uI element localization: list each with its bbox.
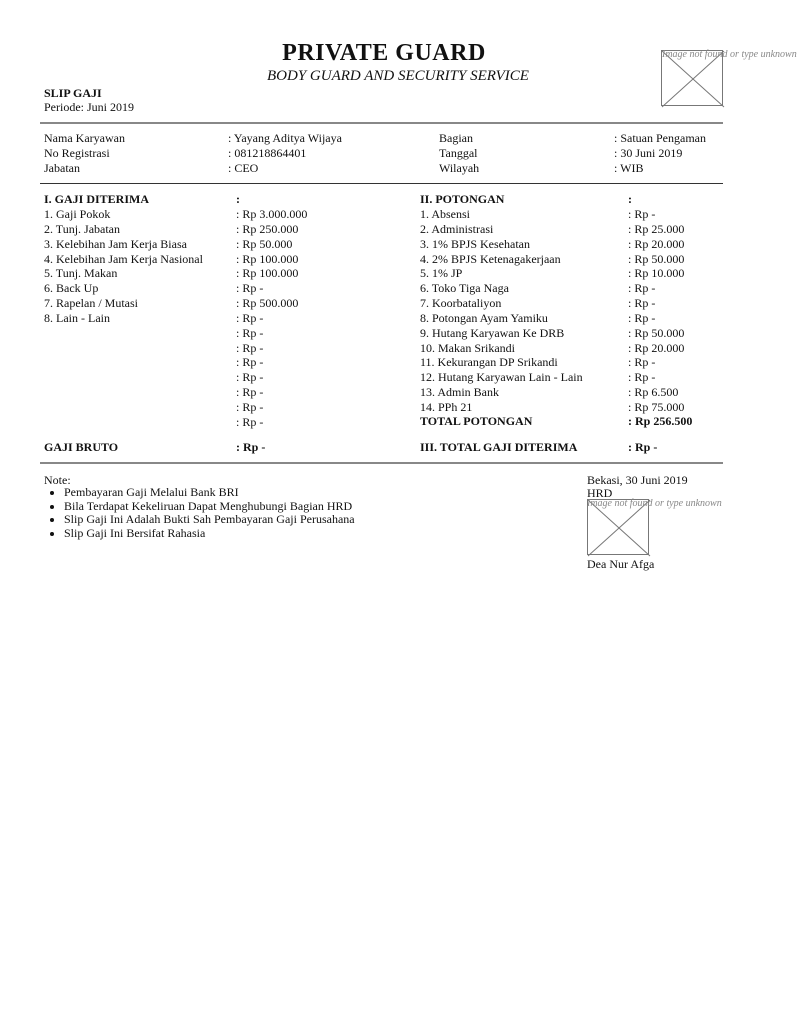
deduction-item-label: 6. Toko Tiga Naga	[420, 281, 509, 296]
net-salary-value: : Rp -	[628, 440, 658, 454]
income-item-value: : Rp -	[236, 370, 264, 385]
deduction-item-value: : Rp -	[628, 296, 656, 311]
income-item-label	[44, 355, 203, 370]
deduction-item-value: : Rp -	[628, 355, 656, 370]
income-item-label	[44, 400, 203, 415]
income-values	[236, 207, 307, 430]
income-item-label: 3. Kelebihan Jam Kerja Biasa	[44, 236, 187, 251]
company-tagline: BODY GUARD AND SECURITY SERVICE	[267, 68, 529, 84]
gross-salary-label: GAJI BRUTO	[44, 440, 119, 454]
employee-position: : CEO	[228, 160, 259, 175]
income-item-value: : Rp 250.000	[236, 221, 299, 236]
field-label: Bagian	[439, 131, 473, 145]
deduction-item-label: 10. Makan Srikandi	[420, 340, 515, 355]
deduction-item-label: 1. Absensi	[420, 207, 471, 221]
company-logo-placeholder	[661, 49, 797, 106]
deduction-item-value: : Rp 50.000	[628, 325, 685, 340]
income-item-label	[44, 326, 203, 341]
note-item: • Pembayaran Gaji Melalui Bank BRI	[64, 486, 355, 500]
income-item-label: 2. Tunj. Jabatan	[44, 221, 121, 236]
deduction-values	[628, 207, 684, 415]
deduction-item-label: 13. Admin Bank	[420, 385, 500, 400]
divider	[40, 462, 723, 464]
income-heading-colon: :	[236, 192, 240, 206]
deduction-item-value: : Rp 6.500	[628, 385, 679, 400]
employee-values-left	[228, 131, 342, 176]
income-item-label	[44, 385, 203, 400]
employee-region: : WIB	[614, 160, 644, 175]
deduction-item-value: : Rp 25.000	[628, 221, 685, 236]
deduction-labels	[420, 207, 583, 415]
note-item: • Bila Terdapat Kekeliruan Dapat Menghubungi Bagian HRD	[64, 500, 355, 514]
field-label: Tanggal	[439, 145, 478, 160]
income-item-label: 5. Tunj. Makan	[44, 266, 118, 281]
income-labels	[44, 207, 203, 430]
deduction-item-label: 8. Potongan Ayam Yamiku	[420, 310, 548, 325]
income-item-value: : Rp -	[236, 385, 264, 400]
deductions-heading: II. POTONGAN	[420, 192, 505, 206]
employee-department: : Satuan Pengaman	[614, 131, 706, 145]
deduction-item-value: : Rp 20.000	[628, 340, 685, 355]
notes-heading: Note:	[44, 473, 71, 487]
field-label: Jabatan	[44, 160, 80, 175]
employee-values-right	[614, 131, 706, 176]
income-item-label: 8. Lain - Lain	[44, 310, 110, 325]
net-salary-label: III. TOTAL GAJI DITERIMA	[420, 440, 578, 454]
deduction-item-label: 11. Kekurangan DP Srikandi	[420, 355, 558, 370]
employee-registration: : 081218864401	[228, 145, 307, 160]
income-heading: I. GAJI DITERIMA	[44, 192, 150, 206]
deduction-item-label: 14. PPh 21	[420, 399, 473, 414]
signature-role: HRD	[587, 486, 613, 500]
income-item-label: 6. Back Up	[44, 281, 99, 296]
income-item-value: : Rp -	[236, 340, 264, 355]
note-item: • Slip Gaji Ini Adalah Bukti Sah Pembayaran Gaji Perusahana	[64, 513, 355, 527]
deduction-item-label: 9. Hutang Karyawan Ke DRB	[420, 325, 565, 340]
signature-place-date: Bekasi, 30 Juni 2019	[587, 473, 688, 487]
signature-alt-text: Image not found or type unknown	[587, 498, 722, 509]
income-item-value: : Rp 100.000	[236, 266, 299, 281]
field-label: Nama Karyawan	[44, 131, 125, 145]
deduction-item-label: 5. 1% JP	[420, 266, 463, 281]
gross-salary-value: : Rp -	[236, 440, 266, 454]
signature-name: Dea Nur Afga	[587, 557, 655, 571]
income-item-value: : Rp -	[236, 310, 264, 325]
company-name: PRIVATE GUARD	[282, 40, 486, 66]
divider	[40, 122, 723, 124]
income-item-value: : Rp 500.000	[236, 296, 299, 311]
income-item-value: : Rp 3.000.000	[236, 207, 308, 221]
deductions-heading-colon: :	[628, 192, 632, 206]
income-item-value: : Rp 100.000	[236, 251, 299, 266]
employee-labels-left	[44, 131, 125, 176]
note-item: • Slip Gaji Ini Bersifat Rahasia	[64, 527, 355, 541]
deduction-item-value: : Rp 10.000	[628, 266, 685, 281]
income-item-label: 7. Rapelan / Mutasi	[44, 296, 138, 311]
slip-period: Periode: Juni 2019	[44, 100, 134, 114]
deduction-item-value: : Rp -	[628, 310, 656, 325]
income-item-value: : Rp -	[236, 281, 264, 296]
deduction-item-value: : Rp 50.000	[628, 251, 685, 266]
income-item-label: 4. Kelebihan Jam Kerja Nasional	[44, 251, 203, 266]
employee-labels-right	[439, 131, 479, 176]
income-item-label	[44, 415, 203, 430]
notes-list	[44, 486, 355, 540]
deduction-item-label: 7. Koorbataliyon	[420, 296, 502, 311]
deduction-item-label: 2. Administrasi	[420, 221, 494, 236]
slip-date: : 30 Juni 2019	[614, 145, 683, 160]
field-label: Wilayah	[439, 160, 480, 175]
income-item-label	[44, 370, 203, 385]
income-item-label: 1. Gaji Pokok	[44, 207, 111, 221]
income-item-value: : Rp 50.000	[236, 236, 293, 251]
deduction-item-value: : Rp -	[628, 281, 656, 296]
divider	[40, 183, 723, 184]
income-item-label	[44, 341, 203, 356]
income-item-value: : Rp -	[236, 414, 264, 429]
logo-alt-text: Image not found or type unknown	[662, 49, 797, 60]
deduction-item-value: : Rp -	[628, 370, 656, 385]
employee-name: : Yayang Aditya Wijaya	[228, 131, 342, 145]
deduction-item-label: 12. Hutang Karyawan Lain - Lain	[420, 370, 583, 385]
deduction-item-label: 3. 1% BPJS Kesehatan	[420, 236, 530, 251]
income-item-value: : Rp -	[236, 399, 264, 414]
slip-heading: SLIP GAJI	[44, 86, 102, 100]
total-deduction-value: : Rp 256.500	[628, 414, 693, 428]
field-label: No Registrasi	[44, 145, 110, 160]
total-deduction-label: TOTAL POTONGAN	[420, 414, 533, 428]
income-item-value: : Rp -	[236, 325, 264, 340]
income-item-value: : Rp -	[236, 355, 264, 370]
deduction-item-label: 4. 2% BPJS Ketenagakerjaan	[420, 251, 561, 266]
deduction-item-value: : Rp 75.000	[628, 399, 685, 414]
deduction-item-value: : Rp -	[628, 207, 656, 221]
deduction-item-value: : Rp 20.000	[628, 236, 685, 251]
